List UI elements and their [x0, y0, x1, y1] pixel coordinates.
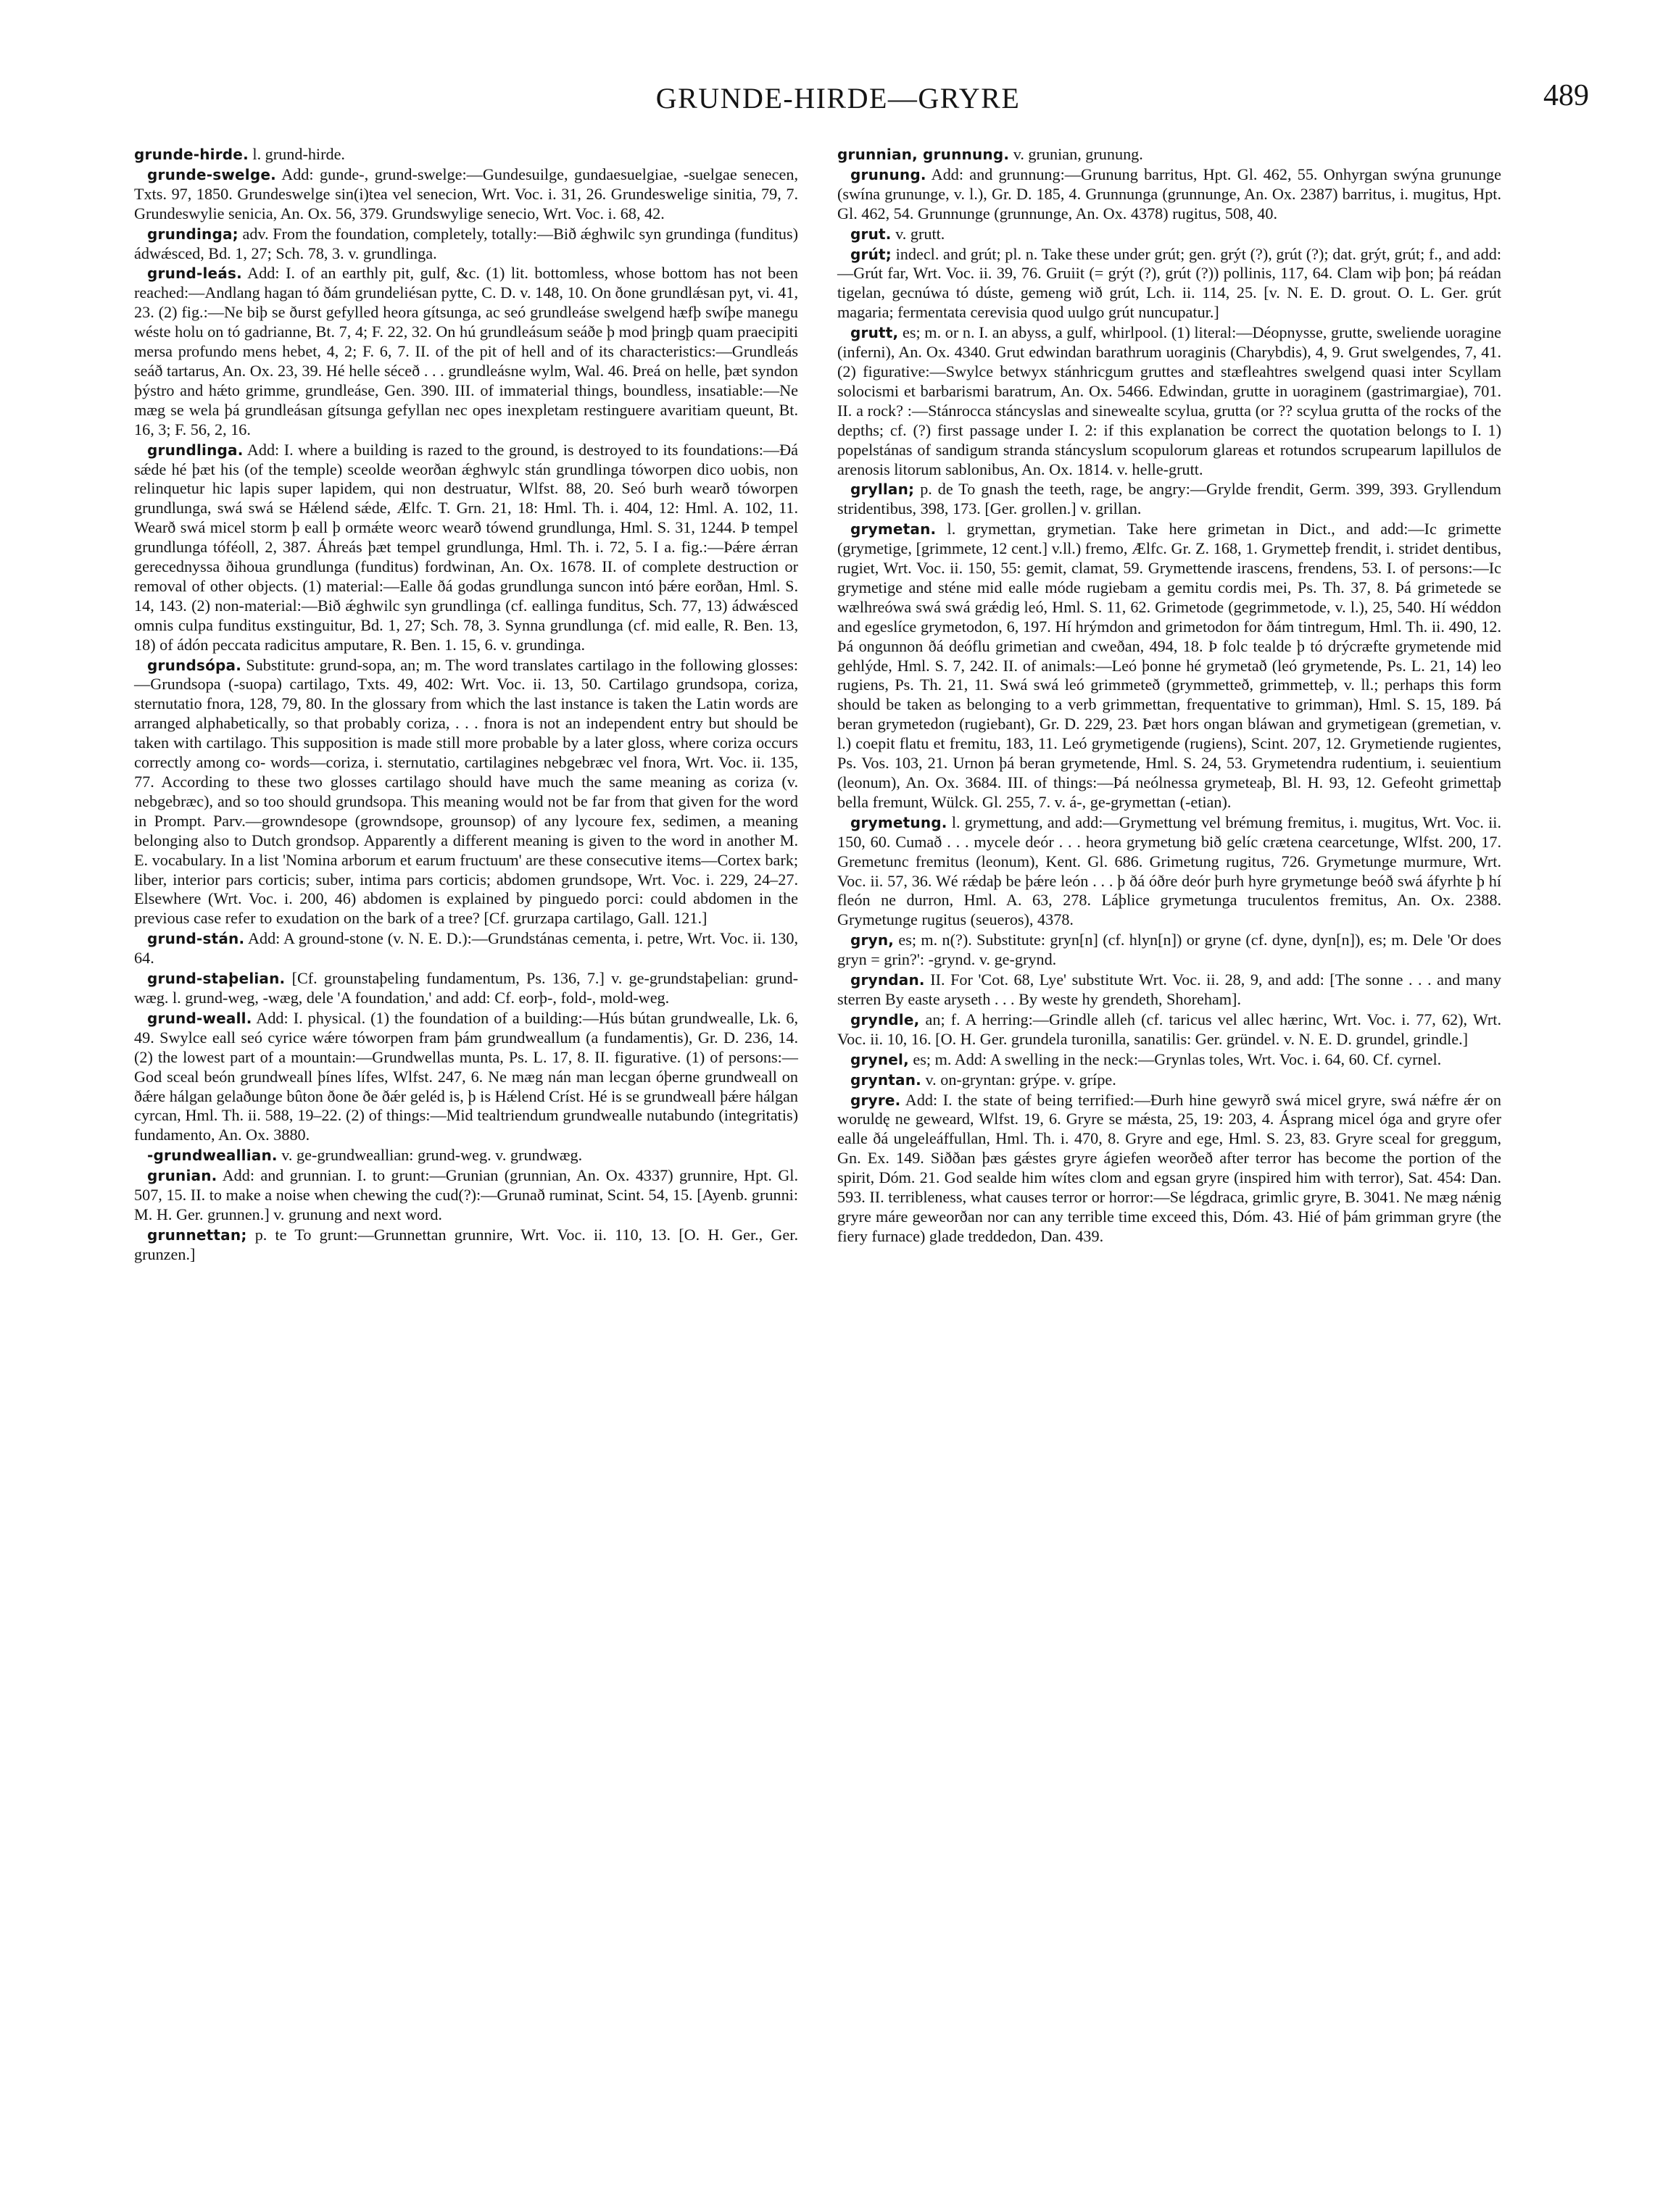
entry-definition: Add: A ground-stone (v. N. E. D.):—Grundstánas cementa, i. petre, Wrt. Voc. ii. 130, 64.	[134, 929, 798, 968]
entry-definition: Add: I. the state of being terrified:—Ðurh hine gewyrð swá micel gryre, swá nǽfre ǽr on woruldę ne geweard, Wlfst. 19, 6. Gryre se mǽsta, 25, 19: 203, 4. Ásprang micel óga and gryre ofer ealle ðá ungeleáffullan, Hml. Th. i. 470, 8. Gryre and ege, Hml. S. 23, 83. Gryre sceal for greggum, Gn. Ex. 149. Siððan þæs gǽstes gryre ágiefen weorðeð after terror has become the portion of the spirit, Dóm. 21. God sealde him wítes clom and egsan gryre (inspired him with terror), Sat. 454: Dan. 593. II. terribleness, what causes terror or horror:—Se légdraca, grimlic gryre, B. 3041. Ne mæg nǽnig gryre máre geweorðan nor can any terrible time exceed this, Dóm. 43. Hié of þám grimman gryre (the fiery furnace) glade treddedon, Dan. 439.	[837, 1090, 1501, 1245]
entry-definition: es; m. or n. I. an abyss, a gulf, whirlpool. (1) literal:—Déopnysse, grutte, sweliende uoragine (inferni), An. Ox. 4340. Grut edwindan barathrum uoraginis (Charybdis), 4, 9. Grut swelgendes, 7, 41. (2) figurative:—Swylce betwyx stánhricgum gruttes and stæfleahtres swelgend quasi inter Scyllam solocismi et barbarismi baratrum, An. Ox. 5466. Edwindan, grutte in uoraginem (gastrimargiae), 701. II. a rock? :—Stánrocca stáncyslas and sinewealte scylua, grutta (or ?? scylua grutta of the rocks of the depths; cf. (?) first passage under I. 2: if this explanation be correct the quotation belongs to I. 1) popelstánas of sandigum stranda stáncyslum scopulorum glareas et rotundos scrupearum lapillulos de arenosis litorum sablonibus, An. Ox. 1814. v. helle-grutt.	[837, 323, 1501, 478]
entry-headword: grunung.	[850, 165, 926, 183]
entry-definition: [Cf. grounstaþeling fundamentum, Ps. 136, 7.] v. ge-grundstaþelian: grund-wæg. l. grund-weg, -wæg, dele 'A foundation,' and add: Cf. eorþ-, fold-, mold-weg.	[134, 969, 798, 1007]
entry-headword: grund-weall.	[147, 1009, 252, 1027]
entry-definition: an; f. A herring:—Grindle alleh (cf. taricus vel allec hærinc, Wrt. Voc. i. 77, 62), Wrt. Voc. ii. 10, 16. [O. H. Ger. grundela turonilla, sanatilis: Ger. gründel. v. N. E. D. grundel, grindle.]	[837, 1010, 1501, 1048]
dictionary-entry	[134, 656, 798, 929]
entry-definition: l. grund-hirde.	[248, 145, 345, 163]
dictionary-entry	[837, 970, 1501, 1010]
dictionary-entry	[134, 165, 798, 224]
dictionary-entry	[837, 520, 1501, 812]
entry-headword: gryntan.	[850, 1070, 921, 1089]
page-number: 489	[1543, 79, 1589, 112]
dictionary-entry	[134, 1009, 798, 1145]
entry-headword: gryn,	[850, 931, 895, 949]
entry-headword: grund-staþelian.	[147, 970, 286, 988]
entry-headword: grundlinga.	[147, 441, 244, 459]
dictionary-entry	[134, 225, 798, 264]
entry-definition: l. grymettan, grymetian. Take here grimetan in Dict., and add:—Ic grimette (grymetige, [grimmete, 12 cent.] v.ll.) fremo, Ælfc. Gr. Z. 168, 1. Grymetteþ frendit, i. stridet dentibus, rugiet, Wrt. Voc. ii. 150, 55: gemit, clamat, 59. Grymettende irascens, frendens, 53. I. of persons:—Ic grymetige and sténe mid ealle móde rugiebam a gemitu cordis mei, Ps. Th. 37, 8. Þá grimetede se wælhreówa swá swá grǽdig leó, Hml. S. 11, 62. Grimetode (gegrimmetode, v. l.), 25, 540. Hí wéddon and egeslíce grymetodon, 6, 197. Hí hrýmdon and grimetodon for ðám tintregum, Hml. Th. ii. 490, 12. Þá ongunnon ðá deóflu grimetian and cweðan, 494, 18. Þ folc tealde þ tó drýcræfte grymetende mid gehlýde, Hml. S. 7, 242. II. of animals:—Leó þonne hé grymetað (leó grymetende, Ps. L. 21, 14) leo rugiens, Ps. Th. 21, 11. Swá swá leó grimmeteð (grymmetteð, grimmetteþ, v. ll.; perhaps this form should be taken as belonging to a verb grimmettan, frequentative to grimman), Hml. S. 15, 189. Þá beran grymetedon (rugiebant), Gr. D. 229, 23. Þæt hors ongan bláwan and grymetigean (gremetian, v. l.) coepit flatu et fremitu, 183, 11. Leó grymetigende (rugiens), Scint. 207, 12. Grymetiende rugientes, Ps. Vos. 103, 21. Urnon þá beran grymetende, Hml. S. 24, 53. Grymetendra rudentium, i. seuientium (leonum), An. Ox. 3684. III. of things:—Þá neólnessa grymeteaþ, Bl. H. 93, 12. Gefeoht grimettaþ bella fremunt, Wülck. Gl. 255, 7. v. á-, ge-grymettan (-etian).	[837, 520, 1501, 811]
entry-definition: Add: and grunnian. I. to grunt:—Grunian (grunnian, An. Ox. 4337) grunnire, Hpt. Gl. 507, 15. II. to make a noise when chewing the cud(?):—Grunað ruminat, Scint. 54, 15. [Ayenb. grunni: M. H. Ger. grunnen.] v. grunung and next word.	[134, 1166, 798, 1223]
dictionary-entry	[837, 1070, 1501, 1090]
entry-definition: es; m. n(?). Substitute: gryn[n] (cf. hlyn[n]) or gryne (cf. dyne, dyn[n]), es; m. Dele 'Or does gryn = grin?': -grynd. v. ge-grynd.	[837, 931, 1501, 969]
entry-definition: v. ge-grundweallian: grund-weg. v. grundwæg.	[277, 1146, 583, 1165]
entry-headword: grunian.	[147, 1167, 217, 1185]
dictionary-entry	[134, 1226, 798, 1265]
entry-headword: grymetung.	[850, 813, 947, 831]
entry-definition: indecl. and grút; pl. n. Take these under grút; gen. grýt (?), grút (?); dat. grýt, grút; f., and add:—Grút far, Wrt. Voc. ii. 39, 76. Gruiit (= grýt (?), grút (?)) pollinis, 117, 64. Clam wiþ þon; þá reádan tigelan, gecnúwa tó dúste, gemeng wið grút, Lch. ii. 114, 25. [v. N. E. D. grout. O. L. Ger. grút magaria; fermentata cerevisia quod uulgo grút nuncupatur.]	[837, 244, 1501, 322]
dictionary-entry	[837, 225, 1501, 244]
dictionary-entry	[134, 145, 798, 165]
entry-headword: grunde-hirde.	[134, 146, 249, 163]
entry-definition: v. grunian, grunung.	[1009, 145, 1143, 163]
dictionary-entry	[837, 480, 1501, 519]
entry-definition: es; m. Add: A swelling in the neck:—Grynlas toles, Wrt. Voc. i. 64, 60. Cf. cyrnel.	[908, 1049, 1442, 1068]
dictionary-entry	[134, 441, 798, 655]
right-column	[837, 145, 1501, 1247]
entry-headword: grund-leás.	[147, 265, 242, 283]
entry-headword: gryre.	[850, 1091, 901, 1109]
dictionary-entry	[837, 931, 1501, 970]
entry-definition: l. grymettung, and add:—Grymettung vel brémung fremitus, i. mugitus, Wrt. Voc. ii. 150, 60. Cumað . . . mycele deór . . . heora grymetung bið gelíc crætena cearcetunge, Wlfst. 200, 17. Gremetunc fremitus (leonum), Kent. Gl. 686. Grimetung rugitus, 726. Grymetunge murmure, Wrt. Voc. ii. 57, 36. Wé rǽdaþ be þǽre león . . . þ ðá óðre deór þurh hyre grymetunge beóð swá áfyrhte þ hí fleón ne durron, Hml. A. 63, 278. Láþlice grymetunga truculentos fremitus, An. Ox. 2388. Grymetunge rugitus (seueros), 4378.	[837, 812, 1501, 929]
dictionary-entry	[837, 1050, 1501, 1070]
entry-headword: grymetan.	[850, 520, 937, 539]
entry-headword: grut.	[850, 225, 892, 243]
entry-headword: grund-stán.	[147, 930, 245, 948]
entry-definition: p. te To grunt:—Grunnettan grunnire, Wrt. Voc. ii. 110, 13. [O. H. Ger., Ger. grunzen.]	[134, 1225, 798, 1263]
entry-definition: Add: I. where a building is razed to the ground, is destroyed to its foundations:—Ðá sǽde hé þæt his (of the temple) sceolde weorðan ǽghwylc stán grundlinga tóworpen dico uobis, non relinquetur hic lapis super lapidem, qui non destruatur, Wlfst. 88, 20. Seó burh wearð tóworpen grundlunga, swá swá se Hǽlend sǽde, Ælfc. T. Grn. 21, 18: Hml. Th. i. 404, 12: Hml. A. 102, 11. Wearð swá micel storm þ eall þ ormǽte weorc wearð tówend grundlunga, Hml. S. 31, 1244. Þ tempel grundlunga tóféoll, 2, 387. Áhreás þæt tempel grundlunga, Hml. Th. i. 72, 5. I a. fig.:—Þǽre ǽrran gerecednyssa ðihoua grundlunga (funditus) fordwinan, An. Ox. 1678. II. of complete destruction or removal of other objects. (1) material:—Ealle ðá godas grundlunga suncon intó þǽre eorðan, Hml. S. 14, 143. (2) non-material:—Bið ǽghwilc syn grundlinga (cf. eallinga funditus, Sch. 77, 13) ádwǽsced omnis culpa funditus exstinguitur, Bd. 1, 27; Sch. 78, 3. Synna grundlunga (cf. mid ealle, R. Ben. 13, 18) of ádón peccata radicitus amputare, R. Ben. 1. 15, 6. v. grundinga.	[134, 440, 798, 654]
dictionary-entry	[134, 1166, 798, 1225]
dictionary-entry	[837, 813, 1501, 930]
entry-definition: Add: and grunnung:—Grunung barritus, Hpt. Gl. 462, 55. Onhyrgan swýna grununge (swína grununge, v. l.), Gr. D. 185, 4. Grunnunga (grunnunge, An. Ox. 2387) barritus, i. mugitus, Hpt. Gl. 462, 54. Grunnunge (grunnunge, An. Ox. 4378) rugitus, 508, 40.	[837, 165, 1501, 223]
entry-headword: grutt,	[850, 324, 899, 342]
entry-definition: Substitute: grund-sopa, an; m. The word translates cartilago in the following glosses:—Grundsopa (-suopa) cartilago, Txts. 49, 402: Wrt. Voc. ii. 13, 50. Cartilago grundsopa, coriza, sternutatio fnora, 128, 79, 80. In the glossary from which the last instance is taken the Latin words are arranged alphabetically, so that probably coriza, . . . fnora is not an independent entry but should be taken with cartilago. This supposition is made still more probable by a later gloss, where coriza occurs correctly among co- words—coriza, i. sternutatio, cartilagines nebgebræc vel fnora, Wrt. Voc. ii. 135, 77. According to these two glosses cartilago should have much the same meaning as coriza (v. nebgebræc), and so too should grundsopa. This meaning would not be far from that given for the word in Prompt. Parv.—growndesope (growndsope, grounsop) of any lycoure fex, sedimen, a meaning belonging also to Dutch grondsop. Apparently a different meaning is given to the word in another M. E. vocabulary. In a list 'Nomina arborum et earum fructuum' are these consecutive items—Cortex bark; liber, interior pars corticis; suber, intima pars corticis; abdomen grundsope, Wrt. Voc. i. 229, 24–27. Elsewhere (Wrt. Voc. i. 200, 46) abdomen is explained by pinguedo porci: could abdomen in the previous case refer to exudation on the bark of a tree? [Cf. grurzapa cartilago, Gall. 121.]	[134, 655, 798, 928]
entry-headword: grunde-swelge.	[147, 165, 276, 183]
entry-definition: II. For 'Cot. 68, Lye' substitute Wrt. Voc. ii. 28, 9, and add: [The sonne . . . and many sterren By easte aryseth . . . By weste hy grendeth, Shoreham].	[837, 970, 1501, 1008]
entry-definition: v. on-gryntan: grýpe. v. grípe.	[921, 1070, 1116, 1089]
dictionary-entry	[837, 1010, 1501, 1049]
dictionary-entry	[837, 245, 1501, 323]
entry-headword: grundsópa.	[147, 656, 242, 674]
dictionary-entry	[837, 323, 1501, 479]
dictionary-entry	[837, 1091, 1501, 1247]
entry-headword: grunnettan;	[147, 1226, 247, 1244]
entry-definition: adv. From the foundation, completely, totally:—Bið ǽghwilc syn grundinga (funditus) ádwǽsced, Bd. 1, 27; Sch. 78, 3. v. grundlinga.	[134, 224, 798, 262]
running-title: GRUNDE-HIRDE—GRYRE	[655, 82, 1021, 115]
dictionary-entry	[134, 1146, 798, 1165]
entry-definition: v. grutt.	[891, 224, 945, 243]
entry-definition: Add: I. physical. (1) the foundation of a building:—Hús bútan grundwealle, Lk. 6, 49. Swylce eall seó cyrice wǽre tóworpen fram þám grundweallum (a fundamentis), Gr. D. 236, 14. (2) the lowest part of a mountain:—Grundwellas munta, Ps. L. 17, 8. II. figurative. (1) of persons:—God sceal beón grundweall þínes lífes, Wlfst. 247, 6. Ne mæg nán man lecgan óþerne grundweall on ðǽre hálgan gelaðunge bûton ðone ðe ðǽr geléd is, þ is Hǽlend Críst. Hé is se grundweall þǽre hálgan cyrcan, Hml. Th. ii. 588, 19–22. (2) of things:—Mid tealtriendum grundwealle nutabundo (integritatis) fundamento, An. Ox. 3880.	[134, 1008, 798, 1144]
entry-headword: gryndle,	[850, 1010, 920, 1028]
entry-headword: grynel,	[850, 1050, 909, 1068]
dictionary-entry	[837, 165, 1501, 224]
left-column	[134, 145, 798, 1265]
dictionary-entry	[837, 145, 1501, 165]
entry-headword: gryllan;	[850, 481, 915, 499]
entry-headword: grút;	[850, 245, 892, 263]
dictionary-entry	[134, 929, 798, 968]
entry-headword: -grundweallian.	[147, 1147, 278, 1165]
entry-definition: Add: I. of an earthly pit, gulf, &c. (1) lit. bottomless, whose bottom has not been reached:—Andlang hagan tó ðám grundeliésan pytte, C. D. v. 148, 10. On ðone grundlǽsan pyt, vi. 41, 23. (2) fig.:—Ne biþ se ðurst gefylled heora gítsunga, ac seó grundleáse swelgend hæfþ swíþe manegu wéste holu on tó gadrianne, Bt. 7, 4; F. 22, 32. On hú grundleásum seáðe þ mod þringþ quam praecipiti mersa profundo mens hebet, 4, 2; F. 6, 7. II. of the pit of hell and of its characteristics:—Grundleás seáð tartarus, An. Ox. 23, 39. Hé helle séceð . . . grundleásne wylm, Wal. 46. Þreá on helle, þæt syndon þýstro and hǽto grimme, grundleáse, Gen. 390. III. of immaterial things, boundless, insatiable:—Ne mæg se wela þá grundleásan gítsunga gefyllan nec opes inexpletam restinguere avaritiam queunt, Bt. 16, 3; F. 56, 2, 16.	[134, 264, 798, 438]
entry-definition: Add: gunde-, grund-swelge:—Gundesuilge, gundaesuelgiae, -suelgae senecen, Txts. 97, 1850. Grundeswelge sin(i)tea vel senecion, Wrt. Voc. i. 31, 26. Grundeswelige sinitia, 79, 7. Grundeswylie senicia, An. Ox. 56, 379. Grundswylige senecio, Wrt. Voc. i. 68, 42.	[134, 165, 798, 223]
entry-headword: grunnian, grunnung.	[837, 146, 1010, 163]
entry-headword: gryndan.	[850, 971, 925, 989]
entry-headword: grundinga;	[147, 225, 238, 243]
dictionary-entry	[134, 264, 798, 439]
dictionary-entry	[134, 969, 798, 1008]
entry-definition: p. de To gnash the teeth, rage, be angry:—Grylde frendit, Germ. 399, 393. Gryllendum stridentibus, 398, 173. [Ger. grollen.] v. grillan.	[837, 480, 1501, 518]
